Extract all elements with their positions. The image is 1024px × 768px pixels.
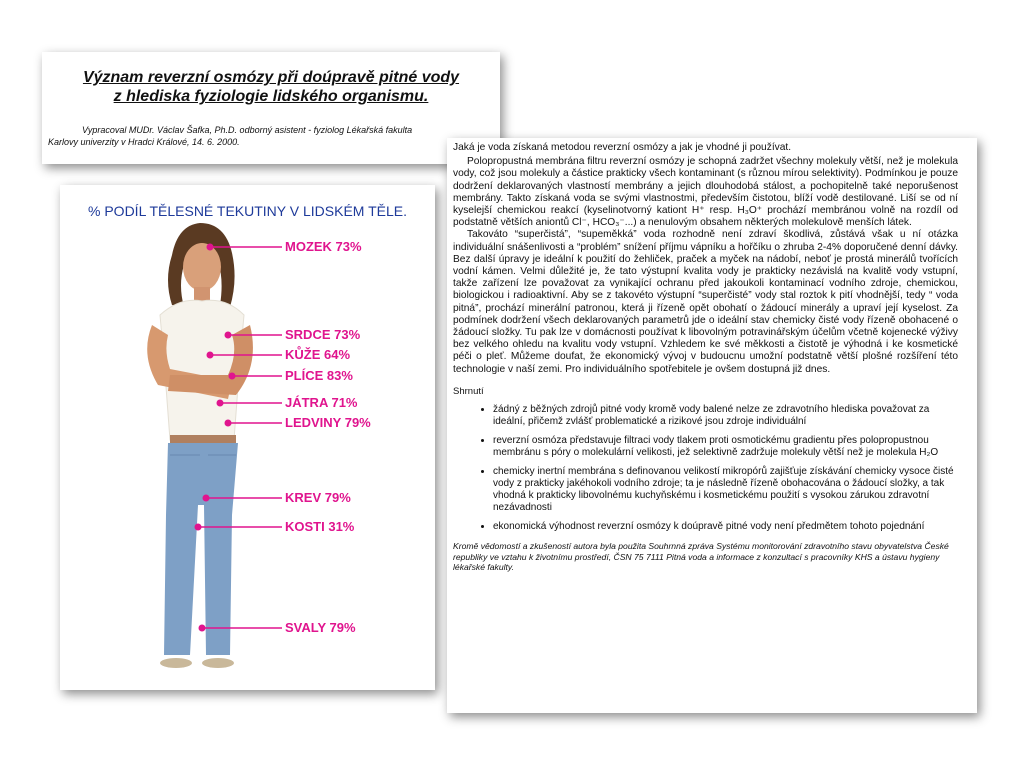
article-document bbox=[447, 138, 977, 713]
organ-label-svaly: SVALY 79% bbox=[285, 620, 356, 635]
title-line-1: Význam reverzní osmózy při doúpravě pitné vody bbox=[82, 69, 460, 86]
pointer-dot bbox=[207, 352, 214, 359]
organ-label-kůže: KŮŽE 64% bbox=[285, 347, 351, 362]
organ-label-krev: KREV 79% bbox=[285, 490, 351, 505]
summary-item: • reverzní osmóza představuje filtraci vody tlakem proti osmotickému gradientu přes polopropustnou membránu s póry o molekulární velikosti, jež selektivně zadržuje molekuly větší než je molekula H₂O bbox=[493, 435, 958, 459]
pointer-dot bbox=[203, 495, 210, 502]
author-line-2: Karlovy univerzity v Hradci Králové, 14. 6. 2000. bbox=[48, 137, 240, 147]
organ-label-játra: JÁTRA 71% bbox=[285, 395, 358, 410]
organ-label-kosti: KOSTI 31% bbox=[285, 519, 355, 534]
pointer-dot bbox=[229, 373, 236, 380]
title-line-2: z hlediska fyziologie lidského organismu. bbox=[113, 88, 429, 105]
summary-list bbox=[453, 404, 958, 533]
pointer-dot bbox=[195, 524, 202, 531]
organ-label-plíce: PLÍCE 83% bbox=[285, 368, 353, 383]
document-title bbox=[42, 68, 500, 106]
organ-label-ledviny: LEDVINY 79% bbox=[285, 415, 371, 430]
infographic-heading: % PODÍL TĚLESNÉ TEKUTINY V LIDSKÉM TĚLE. bbox=[88, 203, 407, 219]
summary-heading: Shrnutí bbox=[453, 385, 484, 397]
body-fluid-infographic bbox=[60, 185, 435, 690]
summary-item: • chemicky inertní membrána s definovanou velikostí mikropórů zajišťuje získávání chemicky vysoce čisté vody z prakticky jakéhokoli vodního zdroje; ta je následně řízeně obohacována o žádoucí složky, a tak vhodná k prakticky libovolnému kuchyňskému i kosmetickému použití s vysokou zárukou zdravotní nezávadnosti bbox=[493, 466, 958, 514]
woman-illustration bbox=[60, 185, 435, 690]
article-paragraph-1: Polopropustná membrána filtru reverzní osmózy je schopná zadržet všechny molekuly větší, než je molekula vody, což jsou molekuly a částice prakticky všech kontaminant (s různou mírou selektivity). Podmínkou je pouze dodržení deklarovaných vlastností membrány a jejich dlouhodobá stálost, a pochopitelně také neporušenost membrány. Takto získaná voda se svými vlastnostmi, především čistotou, blíží vodě destilované. Liší se od ní kyselejší chemickou reakcí (kyselinotvorný kationt H⁺ resp. H₃O⁺ prochází membránou volně na rozdíl od podstatně větších aniontů Cl⁻, HCO₃⁻...) a nenulovým obsahem některých molekulově menších látek. bbox=[453, 156, 958, 229]
pointer-dot bbox=[217, 400, 224, 407]
header-document bbox=[42, 52, 500, 164]
organ-label-srdce: SRDCE 73% bbox=[285, 327, 361, 342]
organ-label-mozek: MOZEK 73% bbox=[285, 239, 362, 254]
article-footnote: Kromě vědomostí a zkušeností autora byla použita Souhrnná zpráva Systému monitorování zdravotního stavu obyvatelstva České republiky ve vztahu k životnímu prostředí, ČSN 75 7111 Pitná voda a informace z konzultací s pracovníky KHS a ústavu hygieny lékařské fakulty. bbox=[453, 541, 949, 573]
author-line-1: Vypracoval MUDr. Václav Šafka, Ph.D. odborný asistent - fyziolog Lékařská fakulta bbox=[82, 125, 413, 135]
pointer-dot bbox=[199, 625, 206, 632]
summary-item: • žádný z běžných zdrojů pitné vody kromě vody balené nelze ze zdravotního hlediska považovat za ideální, přičemž zvlášť problematické a rizikové jsou zdroje individuální bbox=[493, 404, 958, 428]
pointer-dot bbox=[225, 332, 232, 339]
article-intro: Jaká je voda získaná metodou reverzní osmózy a jak je vhodné ji používat. bbox=[453, 142, 792, 153]
summary-item: • ekonomická výhodnost reverzní osmózy k doúpravě pitné vody není předmětem tohoto pojednání bbox=[493, 521, 958, 533]
article-body bbox=[453, 142, 958, 573]
author-info bbox=[42, 124, 482, 148]
pointer-dot bbox=[207, 244, 214, 251]
pointer-dot bbox=[225, 420, 232, 427]
article-paragraph-2: Takováto “superčistá”, “supeměkká” voda rozhodně není zdraví škodlivá, zůstává však u ní otázka individuální snášenlivosti a “problém” snížení příjmu vápníku a hořčíku o zhruba 2-4% doporučené denní dávky. Bez další úpravy je ideální k použití do žehliček, praček a myček na nádobí, neboť je prostá minerálů tvořících vodní kámen. Velmi důležité je, že tato výstupní kvalita vody je prakticky nezávislá na kvalitě vody vstupní, takže zařízení lze považovat za vynikající ochranu před jakoukoli kontaminací vodního zdroje, chemickou, biologickou i radioaktivní. Aby se z takovéto výstupní “superčisté” vody stal roztok k pití vhodnější, tedy “ voda pitná”, prochází minerální patronou, která ji řízeně opět obohatí o žádoucí minerály a upraví její kyselost. Za podmínek dodržení všech deklarovaných parametrů jde o ideální stav chemicky čisté vody řízeně obohacené o žádoucí složky. Tu pak lze v domácnosti používat k libovolným potravinářským účelům včetně kojenecké výživy bez velkého ohledu na kvalitu vody vstupní. Vzhledem ke své měkkosti a čistotě je výhodná i ke kosmetické péči o pleť. Můžeme doufat, že ekonomický vývoj v budoucnu umožní podstatně větší plošné rozšíření této technologie v naší zemi. Pro individuálního spotřebitele je ovšem dostupná již dnes. bbox=[453, 229, 958, 375]
